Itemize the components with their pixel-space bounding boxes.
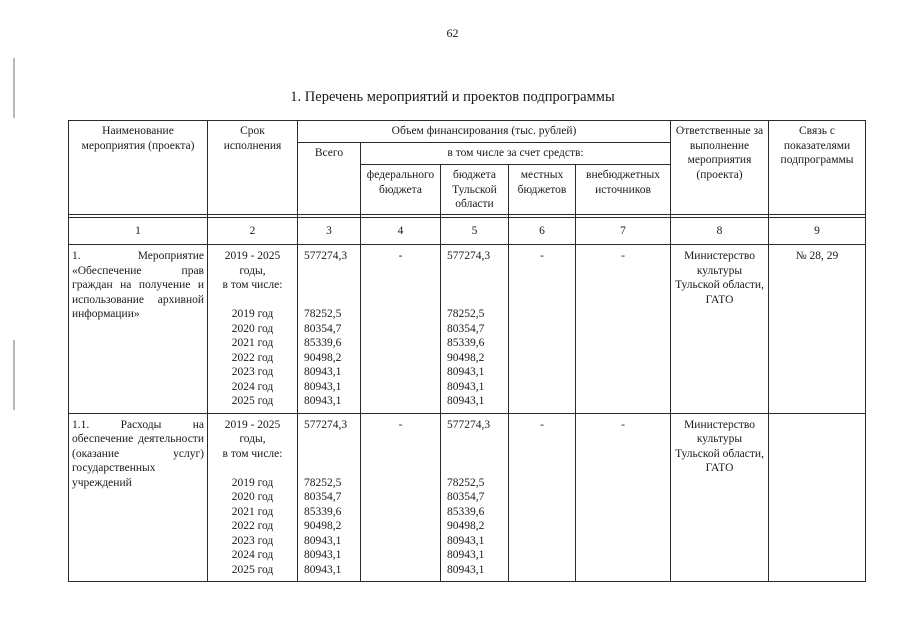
regional-value: 577274,3	[447, 418, 491, 431]
year-value: 80943,1	[447, 395, 485, 407]
year-label: 2023 год	[231, 366, 274, 378]
year-label: 2019 год	[231, 308, 274, 320]
year-label: 2024 год	[231, 380, 274, 393]
table-row	[69, 245, 866, 414]
regional-cell	[441, 245, 509, 414]
year-value: 90498,2	[304, 520, 342, 532]
table-row	[69, 413, 866, 582]
year-value: 80943,1	[304, 380, 342, 393]
year-value: 90498,2	[447, 351, 485, 364]
year-value: 85339,6	[447, 337, 485, 349]
year-value: 78252,5	[447, 308, 485, 320]
header-local: местных бюджетов	[509, 165, 576, 215]
header-total: Всего	[298, 143, 361, 215]
year-label: 2020 год	[231, 322, 274, 335]
year-value: 85339,6	[304, 337, 342, 349]
year-label: 2021 год	[231, 337, 274, 349]
header-name: Наименование мероприятия (проекта)	[69, 121, 208, 215]
year-value: 80943,1	[304, 563, 342, 576]
year-value: 85339,6	[447, 505, 485, 518]
column-number: 4	[361, 218, 441, 245]
year-label: 2024 год	[231, 549, 274, 561]
year-label: 2022 год	[231, 520, 274, 532]
header-responsible: Ответственные за выполнение мероприятия (проекта)	[671, 121, 769, 215]
measure-name: 1.1. Расходы на обеспечение деятельности (оказание услуг) государственных учреждений	[69, 413, 208, 582]
total-cell	[298, 413, 361, 582]
year-value: 80354,7	[447, 322, 485, 335]
year-value: 80943,1	[304, 395, 342, 407]
local-cell: -	[509, 413, 576, 582]
year-label: 2021 год	[231, 505, 274, 518]
link-cell	[769, 413, 866, 582]
year-value: 78252,5	[304, 308, 342, 320]
period-text: 2019 - 2025 годы,	[224, 418, 281, 445]
column-number: 8	[671, 218, 769, 245]
including-text: в том числе:	[222, 279, 283, 291]
header-regional: бюджета Тульской области	[441, 165, 509, 215]
column-number: 7	[576, 218, 671, 245]
column-number: 5	[441, 218, 509, 245]
year-value: 90498,2	[304, 351, 342, 364]
year-label: 2019 год	[231, 476, 274, 489]
column-number: 9	[769, 218, 866, 245]
year-label: 2023 год	[231, 534, 274, 547]
header-federal: федерального бюджета	[361, 165, 441, 215]
total-value: 577274,3	[304, 418, 348, 431]
measure-name: 1. Мероприятие «Обеспечение прав граждан на получение и использование архивной информации»	[69, 245, 208, 414]
including-text: в том числе:	[222, 447, 283, 460]
federal-cell: -	[361, 413, 441, 582]
column-number: 2	[208, 218, 298, 245]
responsible-cell: Министерство культуры Тульской области, ГАТО	[671, 245, 769, 414]
year-value: 85339,6	[304, 505, 342, 518]
year-label: 2025 год	[231, 395, 274, 407]
header-term: Срок исполнения	[208, 121, 298, 215]
column-number: 1	[69, 218, 208, 245]
year-value: 78252,5	[447, 476, 485, 489]
column-number: 6	[509, 218, 576, 245]
local-cell: -	[509, 245, 576, 414]
column-numbers-row	[69, 218, 866, 245]
total-cell	[298, 245, 361, 414]
page-title: 1. Перечень мероприятий и проектов подпрограммы	[290, 89, 615, 105]
year-value: 80354,7	[447, 491, 485, 503]
year-value: 80943,1	[304, 534, 342, 547]
regional-cell	[441, 413, 509, 582]
year-label: 2025 год	[231, 563, 274, 576]
extra-cell: -	[576, 413, 671, 582]
total-value: 577274,3	[304, 250, 348, 262]
extra-cell: -	[576, 245, 671, 414]
column-number: 3	[298, 218, 361, 245]
year-value: 90498,2	[447, 520, 485, 532]
year-value: 80943,1	[304, 366, 342, 378]
period-text: 2019 - 2025 годы,	[224, 250, 281, 277]
year-value: 80943,1	[447, 549, 485, 561]
measures-table	[68, 120, 866, 582]
header-row	[69, 121, 866, 143]
header-including: в том числе за счет средств:	[361, 143, 671, 165]
year-value: 80943,1	[447, 534, 485, 547]
year-value: 80943,1	[447, 563, 485, 576]
year-value: 80943,1	[447, 366, 485, 378]
year-value: 78252,5	[304, 476, 342, 489]
page-number: 62	[446, 26, 459, 40]
header-extra: внебюджетных источников	[576, 165, 671, 215]
year-value: 80943,1	[304, 549, 342, 561]
year-value: 80943,1	[447, 380, 485, 393]
year-value: 80354,7	[304, 322, 342, 335]
regional-value: 577274,3	[447, 250, 491, 262]
responsible-cell: Министерство культуры Тульской области, ГАТО	[671, 413, 769, 582]
scan-artifact	[13, 340, 15, 410]
header-financing: Объем финансирования (тыс. рублей)	[298, 121, 671, 143]
federal-cell: -	[361, 245, 441, 414]
link-cell: № 28, 29	[769, 245, 866, 414]
header-link: Связь с показателями подпрограммы	[769, 121, 866, 215]
scan-artifact	[13, 58, 15, 118]
year-label: 2020 год	[231, 491, 274, 503]
term-cell	[208, 413, 298, 582]
year-label: 2022 год	[231, 351, 274, 364]
term-cell	[208, 245, 298, 414]
year-value: 80354,7	[304, 491, 342, 503]
